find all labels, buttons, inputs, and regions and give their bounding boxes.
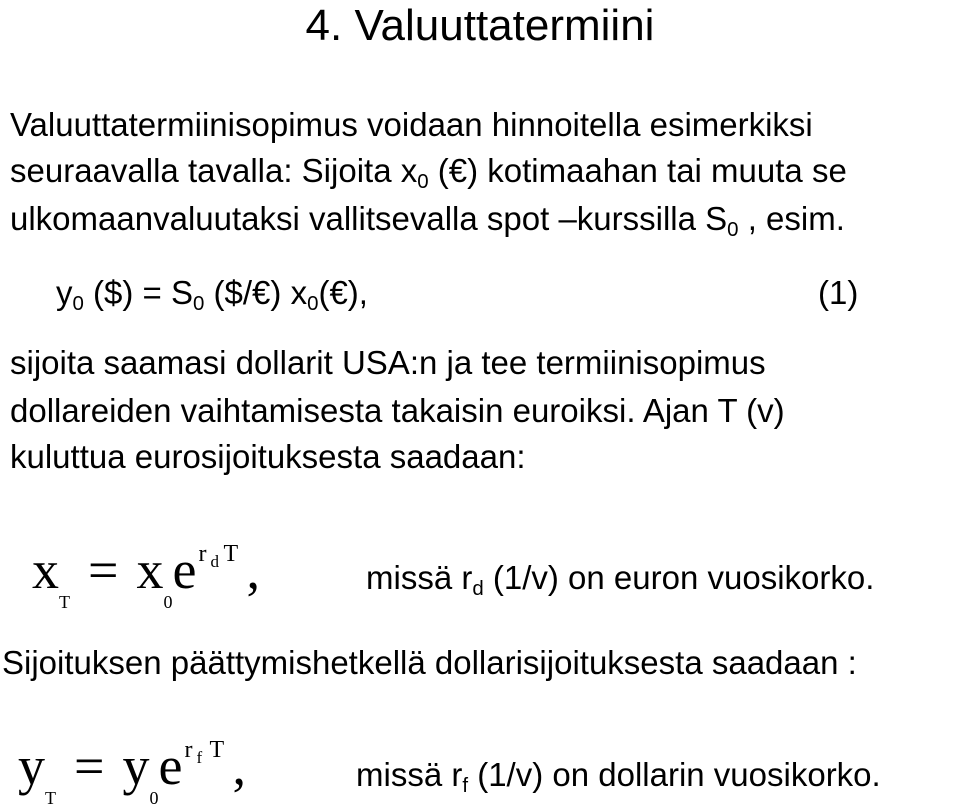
eq1-part-a: ($) = S xyxy=(83,274,193,311)
intro-line-3-text-a: ulkomaanvaluutaksi vallitsevalla spot –kurssilla S xyxy=(10,200,728,237)
formula-euro-comma: , xyxy=(246,540,260,600)
formula-dollar xyxy=(18,736,246,808)
formula-dollar-note xyxy=(356,752,881,803)
formula-dollar-exp-t: T xyxy=(209,737,225,763)
formula-dollar-lhs-subscript: T xyxy=(45,788,56,808)
formula-dollar-rhs-subscript: 0 xyxy=(149,788,159,808)
formula-euro-exponent xyxy=(196,541,246,588)
eq1-part-b: ($/€) x xyxy=(204,274,308,311)
paragraph-2-line-3: kuluttua eurosijoituksesta saadaan: xyxy=(10,438,526,475)
formula-euro-exp-t: T xyxy=(223,541,239,567)
intro-line-1 xyxy=(10,102,813,148)
formula-euro-exp-subscript: d xyxy=(210,552,219,571)
intro-line-3-subscript: 0 xyxy=(727,217,739,241)
formula-euro-rhs: x xyxy=(136,540,164,600)
formula-euro xyxy=(32,540,260,612)
formula-dollar-comma: , xyxy=(232,736,246,796)
formula-euro-lhs: x xyxy=(32,540,59,600)
intro-line-3-text-b: , esim. xyxy=(738,200,845,237)
equation-1-number: (1) xyxy=(818,274,859,311)
formula-dollar-note-subscript: f xyxy=(462,773,469,797)
formula-dollar-note-b: (1/v) on dollarin vuosikorko. xyxy=(468,756,881,793)
formula-dollar-exponent xyxy=(182,737,232,784)
formula-dollar-exp-r: r xyxy=(184,737,193,763)
formula-euro-e: e xyxy=(172,540,197,600)
formula-euro-note xyxy=(366,555,874,606)
paragraph-2-line-2: dollareiden vaihtamisesta takaisin euroiksi. Ajan T (v) xyxy=(10,392,785,429)
formula-euro-note-a: missä r xyxy=(366,559,473,596)
eq1-y-subscript: 0 xyxy=(72,291,84,315)
formula-dollar-note-a: missä r xyxy=(356,756,463,793)
intro-line-3 xyxy=(10,196,845,247)
formula-euro-lhs-subscript: T xyxy=(59,592,70,612)
eq1-x-subscript: 0 xyxy=(307,291,319,315)
paragraph-2-line-1: sijoita saamasi dollarit USA:n ja tee termiinisopimus xyxy=(10,344,766,381)
formula-dollar-e: e xyxy=(158,736,183,796)
formula-euro-note-subscript: d xyxy=(472,576,484,600)
formula-euro-note-b: (1/v) on euron vuosikorko. xyxy=(483,559,875,596)
formula-dollar-lhs: y xyxy=(18,736,45,796)
eq1-part-c: (€), xyxy=(318,274,368,311)
eq1-s-subscript: 0 xyxy=(193,291,205,315)
equation-1 xyxy=(56,270,368,321)
formula-dollar-rhs: y xyxy=(122,736,150,796)
intro-line-1-text: Valuuttatermiinisopimus voidaan hinnoitella esimerkiksi xyxy=(10,106,813,143)
intro-line-2 xyxy=(10,148,847,199)
intro-line-2-subscript: 0 xyxy=(417,169,429,193)
eq1-y: y xyxy=(56,274,73,311)
paragraph-3: Sijoituksen päättymishetkellä dollarisijoituksesta saadaan : xyxy=(2,644,857,681)
slide-title: 4. Valuuttatermiini xyxy=(305,1,655,50)
formula-dollar-equals: = xyxy=(74,736,105,796)
intro-line-2-text-b: (€) kotimaahan tai muuta se xyxy=(428,152,847,189)
formula-euro-exp-r: r xyxy=(198,541,207,567)
formula-dollar-exp-subscript: f xyxy=(196,748,203,767)
formula-euro-rhs-subscript: 0 xyxy=(163,592,173,612)
intro-line-2-text-a: seuraavalla tavalla: Sijoita x xyxy=(10,152,418,189)
formula-euro-equals: = xyxy=(88,540,119,600)
